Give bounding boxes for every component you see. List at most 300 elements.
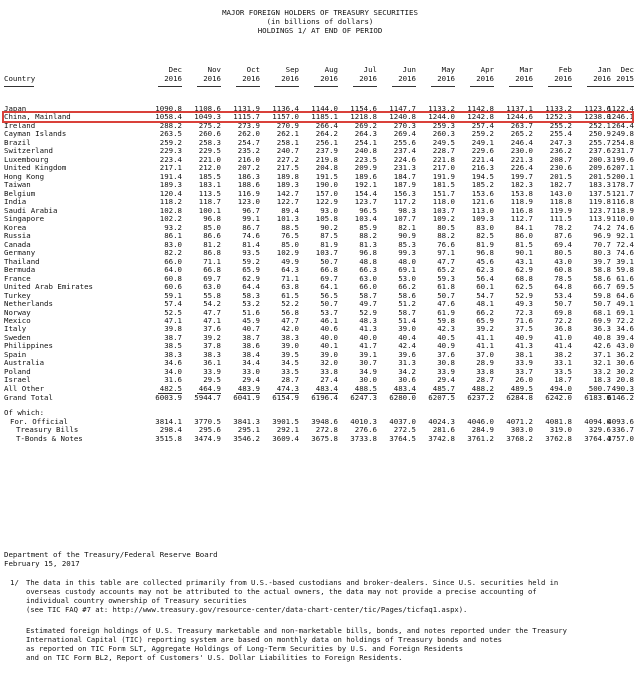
holding-value: 58.7 (398, 307, 416, 317)
country-label: All Other (4, 383, 45, 393)
holding-value: 142.7 (276, 188, 299, 198)
holding-value: 98.3 (398, 205, 416, 215)
holding-value: 259.2 (471, 129, 494, 139)
column-month: Jun (402, 65, 416, 74)
holding-value: 303.0 (510, 425, 533, 435)
holding-value: 121.6 (471, 197, 494, 207)
holding-value: 264.4 (611, 120, 634, 130)
holding-value: 63.0 (359, 273, 377, 283)
holding-value: 224.6 (393, 154, 416, 164)
holding-value: 223.5 (354, 154, 377, 164)
holding-value: 99.3 (398, 248, 416, 258)
holding-value: 78.2 (554, 222, 572, 232)
holding-value: 189.6 (354, 171, 377, 181)
holding-value: 247.3 (549, 137, 572, 147)
holding-value: 83.0 (164, 239, 182, 249)
holding-value: 64.4 (242, 282, 260, 292)
holding-value: 53.2 (242, 299, 260, 309)
holding-value: 3764.4 (584, 433, 611, 443)
holding-value: 32.0 (320, 358, 338, 368)
holding-value: 120.4 (159, 188, 182, 198)
holding-value: 112.7 (510, 214, 533, 224)
holding-value: 64.8 (554, 282, 572, 292)
holding-value: 6183.0 (584, 392, 611, 402)
holding-value: 61.9 (437, 307, 455, 317)
holding-value: 3814.1 (155, 416, 182, 426)
holding-value: 1115.7 (233, 112, 260, 122)
holding-value: 55.8 (203, 290, 221, 300)
note-line: Estimated foreign holdings of U.S. Treasury marketable and non-marketable bills, bonds, and notes reported under the Treasury (26, 626, 567, 635)
holding-value: 41.1 (476, 332, 494, 342)
holding-value: 50.7 (593, 299, 611, 309)
holding-value: 182.3 (510, 180, 533, 190)
holding-value: 71.6 (515, 316, 533, 325)
country-label: Canada (4, 239, 31, 249)
holding-value: 249.1 (471, 137, 494, 147)
holding-value: 288.2 (159, 120, 182, 130)
holding-value: 66.2 (398, 282, 416, 292)
holding-value: 92.1 (616, 231, 634, 241)
holding-value: 229.3 (159, 146, 182, 156)
country-label: Spain (4, 349, 27, 359)
holding-value: 82.5 (476, 231, 494, 241)
holding-value: 33.5 (554, 366, 572, 376)
note-line: International Capital (TIC) reporting system are based on monthly data on holdings of Treasury bonds and notes (26, 635, 502, 644)
holding-value: 36.1 (203, 358, 221, 368)
holding-value: 33.9 (203, 366, 221, 376)
column-year: 2016 (593, 74, 611, 83)
holding-value: 1157.0 (272, 112, 299, 122)
note-line: The data in this table are collected primarily from U.S.-based custodians and broker-dealers. Since U.S. securities held in (26, 578, 559, 587)
holding-value: 99.1 (242, 214, 260, 224)
holding-value: 3675.8 (311, 433, 338, 443)
document-title: MAJOR FOREIGN HOLDERS OF TREASURY SECURITIES (222, 8, 418, 17)
holding-value: 28.7 (476, 375, 494, 385)
country-label: United Kingdom (4, 163, 67, 173)
holding-value: 39.0 (398, 324, 416, 334)
country-label: Cayman Islands (4, 129, 67, 139)
holding-value: 87.6 (554, 231, 572, 241)
holding-value: 40.1 (320, 341, 338, 351)
holding-value: 208.7 (549, 154, 572, 164)
country-header-underline (4, 86, 34, 87)
holding-value: 255.4 (549, 129, 572, 139)
holding-value: 39.0 (320, 349, 338, 359)
holding-value: 3768.2 (506, 433, 533, 443)
holding-value: 254.1 (354, 137, 377, 147)
holding-value: 96.8 (476, 248, 494, 258)
holding-value: 272.8 (315, 425, 338, 435)
holding-value: 48.3 (359, 316, 377, 325)
country-label: Sweden (4, 332, 31, 342)
holding-value: 230.0 (510, 146, 533, 156)
holding-value: 33.5 (281, 366, 299, 376)
holding-value: 60.1 (476, 282, 494, 292)
holding-value: 84.1 (515, 222, 533, 232)
holding-value: 262.1 (276, 129, 299, 139)
holding-value: 29.4 (437, 375, 455, 385)
holding-value: 107.7 (393, 214, 416, 224)
holding-value: 273.9 (237, 120, 260, 130)
holding-value: 319.0 (549, 425, 572, 435)
holding-value: 33.9 (515, 358, 533, 368)
country-label: Ireland (4, 120, 36, 130)
holding-value: 38.1 (515, 349, 533, 359)
holding-value: 37.1 (593, 349, 611, 359)
column-month: Jan (597, 65, 611, 74)
holding-value: 266.4 (315, 120, 338, 130)
holding-value: 40.9 (515, 332, 533, 342)
holding-value: 4093.6 (607, 416, 634, 426)
holding-value: 50.7 (437, 290, 455, 300)
holding-value: 37.8 (203, 341, 221, 351)
holding-value: 41.1 (476, 341, 494, 351)
holding-value: 111.5 (549, 214, 572, 224)
holding-value: 27.4 (320, 375, 338, 385)
holding-value: 184.7 (393, 171, 416, 181)
holding-value: 1131.9 (233, 104, 260, 113)
holding-value: 227.2 (276, 154, 299, 164)
holding-value: 70.7 (593, 239, 611, 249)
column-header-underline (431, 86, 455, 87)
holding-value: 39.1 (616, 256, 634, 266)
holding-value: 1147.7 (389, 104, 416, 113)
country-label: Philippines (4, 341, 53, 351)
holding-value: 1122.4 (607, 104, 634, 113)
holding-value: 43.0 (554, 256, 572, 266)
column-year: 2016 (203, 74, 221, 83)
holding-value: 474.3 (276, 383, 299, 393)
holding-value: 58.3 (242, 290, 260, 300)
holding-value: 45.6 (476, 256, 494, 266)
holding-value: 109.3 (471, 214, 494, 224)
holding-value: 191.9 (432, 171, 455, 181)
holding-value: 37.0 (476, 349, 494, 359)
country-label: Turkey (4, 290, 31, 300)
column-month: May (441, 65, 455, 74)
holding-value: 254.8 (611, 137, 634, 147)
holding-value: 59.8 (593, 290, 611, 300)
holding-value: 151.7 (432, 188, 455, 198)
holding-value: 28.9 (476, 358, 494, 368)
holding-value: 54.7 (476, 290, 494, 300)
holding-value: 42.3 (437, 324, 455, 334)
column-year: 2016 (398, 74, 416, 83)
holding-value: 64.3 (281, 265, 299, 275)
holding-value: 40.5 (437, 332, 455, 342)
holding-value: 490.3 (611, 383, 634, 393)
holding-value: 483.9 (237, 383, 260, 393)
holding-value: 118.7 (198, 197, 221, 207)
holding-value: 102.9 (276, 248, 299, 258)
holding-value: 42.4 (398, 341, 416, 351)
holding-value: 81.9 (320, 239, 338, 249)
holding-value: 485.7 (432, 383, 455, 393)
holding-value: 34.9 (359, 366, 377, 376)
holding-value: 18.7 (554, 375, 572, 385)
of-which-label: Of which: (4, 408, 45, 418)
holding-value: 54.2 (203, 299, 221, 309)
holding-value: 39.2 (203, 332, 221, 342)
country-label: Italy (4, 324, 27, 334)
holding-value: 39.7 (593, 256, 611, 266)
holding-value: 186.3 (237, 171, 260, 181)
holding-value: 217.0 (432, 163, 455, 173)
holding-value: 31.3 (398, 358, 416, 368)
department-credit: Department of the Treasury/Federal Reserve Board (4, 550, 218, 559)
holding-value: 3515.8 (155, 433, 182, 443)
column-year: 2015 (616, 74, 634, 83)
holding-value: 110.0 (611, 214, 634, 224)
holding-value: 52.9 (515, 290, 533, 300)
holding-value: 47.7 (203, 307, 221, 317)
holding-value: 4094.0 (584, 416, 611, 426)
column-year: 2016 (359, 74, 377, 83)
holding-value: 336.7 (611, 425, 634, 435)
holding-value: 58.7 (359, 290, 377, 300)
holding-value: 20.8 (616, 375, 634, 385)
country-label: United Arab Emirates (4, 282, 93, 292)
holding-value: 209.6 (588, 163, 611, 173)
holding-value: 89.4 (281, 205, 299, 215)
holding-value: 39.5 (281, 349, 299, 359)
holding-value: 1049.3 (194, 112, 221, 122)
holding-value: 113.9 (588, 214, 611, 224)
holding-value: 43.1 (515, 256, 533, 266)
subtotal-label: Treasury Bills (16, 425, 79, 435)
holding-value: 3474.9 (194, 433, 221, 443)
holding-value: 69.5 (616, 282, 634, 292)
holding-value: 200.1 (611, 171, 634, 181)
holding-value: 249.5 (432, 137, 455, 147)
holding-value: 102.8 (159, 205, 182, 215)
holding-value: 90.2 (320, 222, 338, 232)
holding-value: 96.8 (203, 214, 221, 224)
holding-value: 221.8 (432, 154, 455, 164)
holding-value: 255.6 (393, 137, 416, 147)
holding-value: 105.8 (315, 214, 338, 224)
holding-value: 58.8 (593, 265, 611, 275)
column-month: Feb (558, 65, 572, 74)
holding-value: 1090.8 (155, 104, 182, 113)
holding-value: 69.7 (320, 273, 338, 283)
holding-value: 488.5 (354, 383, 377, 393)
country-label: Russia (4, 231, 31, 241)
holding-value: 86.7 (242, 222, 260, 232)
holding-value: 40.0 (320, 332, 338, 342)
holding-value: 223.4 (159, 154, 182, 164)
holding-value: 3770.5 (194, 416, 221, 426)
holding-value: 118.0 (432, 197, 455, 207)
holding-value: 72.2 (554, 316, 572, 325)
holding-value: 60.8 (164, 273, 182, 283)
holding-value: 270.3 (393, 120, 416, 130)
holding-value: 49.9 (281, 256, 299, 266)
column-year: 2016 (515, 74, 533, 83)
holding-value: 41.3 (515, 341, 533, 351)
holding-value: 34.6 (616, 324, 634, 334)
holding-value: 231.7 (611, 146, 634, 156)
holding-value: 64.0 (164, 265, 182, 275)
holding-value: 56.5 (320, 290, 338, 300)
holding-value: 3762.8 (545, 433, 572, 443)
holding-value: 62.3 (476, 265, 494, 275)
holding-value: 178.7 (611, 180, 634, 190)
country-label: Singapore (4, 214, 45, 224)
column-month: Apr (480, 65, 494, 74)
country-label: Belgium (4, 188, 36, 198)
holding-value: 191.5 (315, 171, 338, 181)
column-header-underline (197, 86, 221, 87)
holding-value: 88.5 (281, 222, 299, 232)
holding-value: 58.6 (398, 290, 416, 300)
holding-value: 30.6 (398, 375, 416, 385)
country-label: India (4, 197, 27, 207)
holding-value: 3757.0 (607, 433, 634, 443)
holding-value: 292.1 (276, 425, 299, 435)
holding-value: 37.6 (203, 324, 221, 334)
holding-value: 66.7 (593, 282, 611, 292)
holding-value: 59.1 (164, 290, 182, 300)
holding-value: 216.0 (237, 154, 260, 164)
holding-value: 230.6 (549, 163, 572, 173)
holding-value: 38.7 (242, 332, 260, 342)
holding-value: 1137.1 (506, 104, 533, 113)
holding-value: 65.9 (476, 316, 494, 325)
country-label: Hong Kong (4, 171, 45, 181)
holding-value: 201.5 (549, 171, 572, 181)
holding-value: 59.8 (437, 316, 455, 325)
holding-value: 1136.4 (272, 104, 299, 113)
holding-value: 81.3 (359, 239, 377, 249)
holding-value: 96.7 (242, 205, 260, 215)
holding-value: 82.1 (398, 222, 416, 232)
column-header-underline (275, 86, 299, 87)
holding-value: 260.3 (432, 129, 455, 139)
holding-value: 76.6 (437, 239, 455, 249)
holding-value: 5944.7 (194, 392, 221, 402)
holding-value: 41.0 (554, 332, 572, 342)
holding-value: 1123.6 (584, 104, 611, 113)
country-label: Bermuda (4, 265, 36, 275)
holding-value: 216.3 (471, 163, 494, 173)
holding-value: 42.0 (281, 324, 299, 334)
holding-value: 38.3 (281, 332, 299, 342)
holding-value: 80.5 (437, 222, 455, 232)
column-header-underline (587, 86, 611, 87)
holding-value: 58.6 (593, 273, 611, 283)
country-label: Brazil (4, 137, 31, 147)
holding-value: 39.1 (359, 349, 377, 359)
holding-value: 1108.6 (194, 104, 221, 113)
holding-value: 56.8 (281, 307, 299, 317)
column-header-underline (610, 86, 634, 87)
holding-value: 123.7 (588, 205, 611, 215)
holding-value: 219.8 (315, 154, 338, 164)
holding-value: 6280.0 (389, 392, 416, 402)
holding-value: 1238.0 (584, 112, 611, 122)
country-label: Taiwan (4, 180, 31, 190)
holding-value: 109.2 (432, 214, 455, 224)
note-line: as reported on TIC Form SLT, Aggregate Holdings of Long-Term Securities by U.S. and Foreign Residents (26, 644, 464, 653)
holding-value: 482.5 (159, 383, 182, 393)
holding-value: 66.8 (203, 265, 221, 275)
holding-value: 30.0 (359, 375, 377, 385)
column-header-underline (158, 86, 182, 87)
holding-value: 276.6 (354, 425, 377, 435)
holding-value: 37.5 (515, 324, 533, 334)
holding-value: 188.6 (237, 180, 260, 190)
holding-value: 48.1 (476, 299, 494, 309)
column-year: 2016 (554, 74, 572, 83)
country-label: Saudi Arabia (4, 205, 58, 215)
holding-value: 86.8 (203, 248, 221, 258)
holding-value: 40.4 (398, 332, 416, 342)
holding-value: 93.2 (164, 222, 182, 232)
holding-value: 66.2 (476, 307, 494, 317)
holding-value: 32.1 (593, 358, 611, 368)
holding-value: 18.3 (593, 375, 611, 385)
holding-value: 85.0 (281, 239, 299, 249)
holding-value: 1133.2 (545, 104, 572, 113)
holding-value: 3761.2 (467, 433, 494, 443)
holding-value: 250.9 (588, 129, 611, 139)
holding-value: 74.2 (593, 222, 611, 232)
holding-value: 80.3 (593, 248, 611, 258)
holding-value: 72.4 (616, 239, 634, 249)
holding-value: 254.7 (237, 137, 260, 147)
holding-value: 52.9 (359, 307, 377, 317)
holding-value: 209.9 (354, 163, 377, 173)
country-label: China, Mainland (4, 112, 71, 122)
holding-value: 1154.6 (350, 104, 377, 113)
holding-value: 93.0 (320, 205, 338, 215)
holding-value: 257.4 (471, 120, 494, 130)
holding-value: 38.2 (554, 349, 572, 359)
holding-value: 153.6 (471, 188, 494, 198)
holding-value: 74.6 (616, 222, 634, 232)
column-header-underline (392, 86, 416, 87)
holding-value: 6003.9 (155, 392, 182, 402)
holding-value: 61.8 (437, 282, 455, 292)
holding-value: 30.7 (359, 358, 377, 368)
country-label: Germany (4, 248, 36, 258)
holding-value: 49.7 (359, 299, 377, 309)
holding-value: 4037.0 (389, 416, 416, 426)
holding-value: 83.0 (476, 222, 494, 232)
holding-value: 228.7 (432, 146, 455, 156)
holding-value: 69.7 (203, 273, 221, 283)
holding-value: 116.8 (510, 205, 533, 215)
holding-value: 45.9 (242, 316, 260, 325)
holding-value: 80.5 (554, 248, 572, 258)
holding-value: 40.0 (359, 332, 377, 342)
holding-value: 4046.0 (467, 416, 494, 426)
holding-value: 41.4 (554, 341, 572, 351)
holding-value: 116.8 (611, 197, 634, 207)
holding-value: 118.9 (510, 197, 533, 207)
holding-value: 246.4 (510, 137, 533, 147)
holding-value: 500.7 (588, 383, 611, 393)
holding-value: 204.8 (315, 163, 338, 173)
document-subtitle-holdings: HOLDINGS 1/ AT END OF PERIOD (257, 26, 383, 35)
holding-value: 1142.8 (467, 104, 494, 113)
holding-value: 181.5 (432, 180, 455, 190)
holding-value: 33.8 (476, 366, 494, 376)
holding-value: 86.6 (203, 231, 221, 241)
holding-value: 60.6 (164, 282, 182, 292)
holding-value: 72.3 (515, 307, 533, 317)
